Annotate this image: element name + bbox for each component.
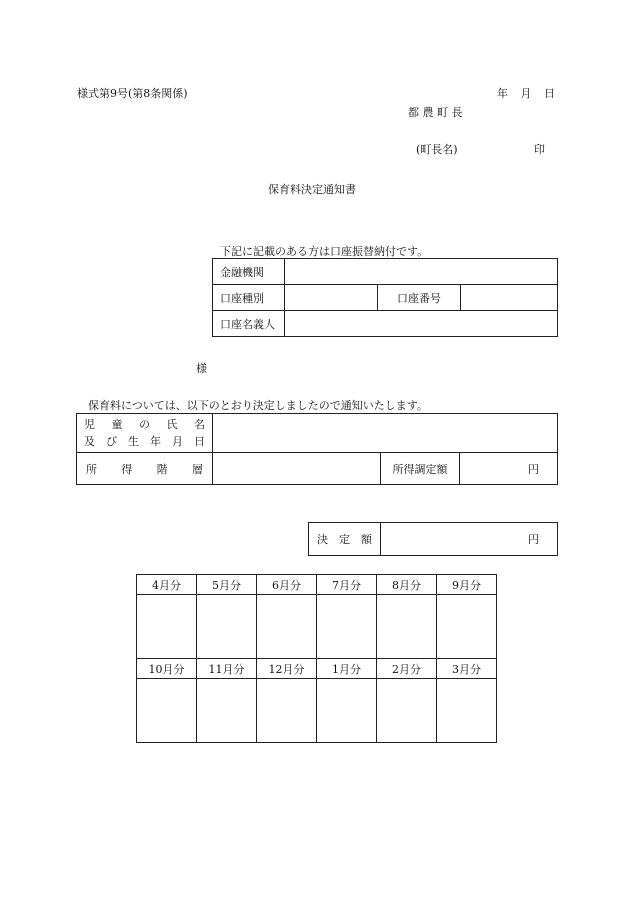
info-table: [76, 413, 558, 485]
child-info-field[interactable]: [213, 414, 558, 453]
child-label-line1: [77, 416, 212, 433]
mayor-name: (町長名): [416, 143, 458, 156]
income-level-label: [77, 453, 213, 485]
label-char: 得: [121, 462, 133, 476]
label-char: 及: [84, 435, 95, 448]
month-amount-cell[interactable]: [377, 679, 437, 743]
income-amount-label: 所得調定額: [381, 453, 460, 485]
label-char: 生: [128, 435, 139, 448]
label-char: 定: [339, 533, 350, 546]
month-amount-cell[interactable]: [437, 595, 497, 659]
label-char: 児: [84, 418, 95, 431]
month-amount-cell[interactable]: [197, 679, 257, 743]
year-label: 年: [497, 87, 508, 100]
month-header: 7月分: [317, 575, 377, 595]
addressee: 都 農 町 長: [408, 106, 463, 119]
account-number-field[interactable]: [461, 285, 558, 311]
month-amount-cell[interactable]: [317, 595, 377, 659]
bank-table: [212, 258, 558, 337]
month-amount-cell[interactable]: [137, 679, 197, 743]
child-label: [77, 414, 213, 453]
month-amount-cell[interactable]: [257, 679, 317, 743]
account-number-label: 口座番号: [378, 285, 461, 311]
honorific: 様: [196, 362, 207, 375]
label-char: 額: [361, 533, 372, 546]
yen-unit: 円: [528, 533, 539, 546]
month-header: 8月分: [377, 575, 437, 595]
monthly-table: [136, 574, 497, 743]
institution-field[interactable]: [285, 259, 558, 285]
income-level-field[interactable]: [213, 453, 381, 485]
income-amount-field[interactable]: [460, 453, 558, 485]
label-char: 日: [194, 435, 205, 448]
label-char: 月: [172, 435, 183, 448]
decision-amount-field[interactable]: [381, 523, 558, 556]
month-amount-cell[interactable]: [377, 595, 437, 659]
month-header: 9月分: [437, 575, 497, 595]
month-amount-cell[interactable]: [257, 595, 317, 659]
month-header: 3月分: [437, 659, 497, 679]
institution-label: 金融機関: [213, 259, 285, 285]
month-header: 1月分: [317, 659, 377, 679]
label-char: 層: [191, 462, 203, 476]
month-header: 6月分: [257, 575, 317, 595]
month-header: 12月分: [257, 659, 317, 679]
label-char: び: [106, 435, 117, 448]
label-char: 童: [111, 418, 123, 431]
decision-label: [309, 523, 381, 556]
label-char: 階: [156, 462, 168, 476]
label-char: 氏: [166, 418, 178, 431]
seal-mark: 印: [534, 143, 545, 156]
day-label: 日: [544, 87, 555, 100]
label-char: 年: [150, 435, 161, 448]
month-amount-cell[interactable]: [197, 595, 257, 659]
account-type-label: 口座種別: [213, 285, 285, 311]
month-header: 5月分: [197, 575, 257, 595]
yen-unit: 円: [528, 462, 540, 476]
decision-table: [308, 522, 558, 556]
label-char: 所: [86, 462, 97, 476]
month-header: 10月分: [137, 659, 197, 679]
date-fields: [497, 85, 555, 101]
label-char: 決: [317, 533, 328, 546]
bank-note: 下記に記載のある方は口座振替納付です。: [220, 245, 429, 258]
month-amount-cell[interactable]: [317, 679, 377, 743]
month-label: 月: [520, 87, 532, 100]
document-title: 保育料決定通知書: [268, 183, 356, 196]
month-header: 11月分: [197, 659, 257, 679]
month-amount-cell[interactable]: [437, 679, 497, 743]
label-char: の: [139, 418, 150, 431]
account-holder-label: 口座名義人: [213, 311, 285, 337]
month-header: 4月分: [137, 575, 197, 595]
account-type-field[interactable]: [285, 285, 378, 311]
form-number: 様式第9号(第8条関係): [77, 87, 188, 100]
month-header: 2月分: [377, 659, 437, 679]
child-label-line2: [77, 433, 212, 450]
intro-text: 保育料については、以下のとおり決定しましたので通知いたします。: [88, 399, 428, 412]
account-holder-field[interactable]: [285, 311, 558, 337]
label-char: 名: [194, 418, 205, 431]
month-amount-cell[interactable]: [137, 595, 197, 659]
